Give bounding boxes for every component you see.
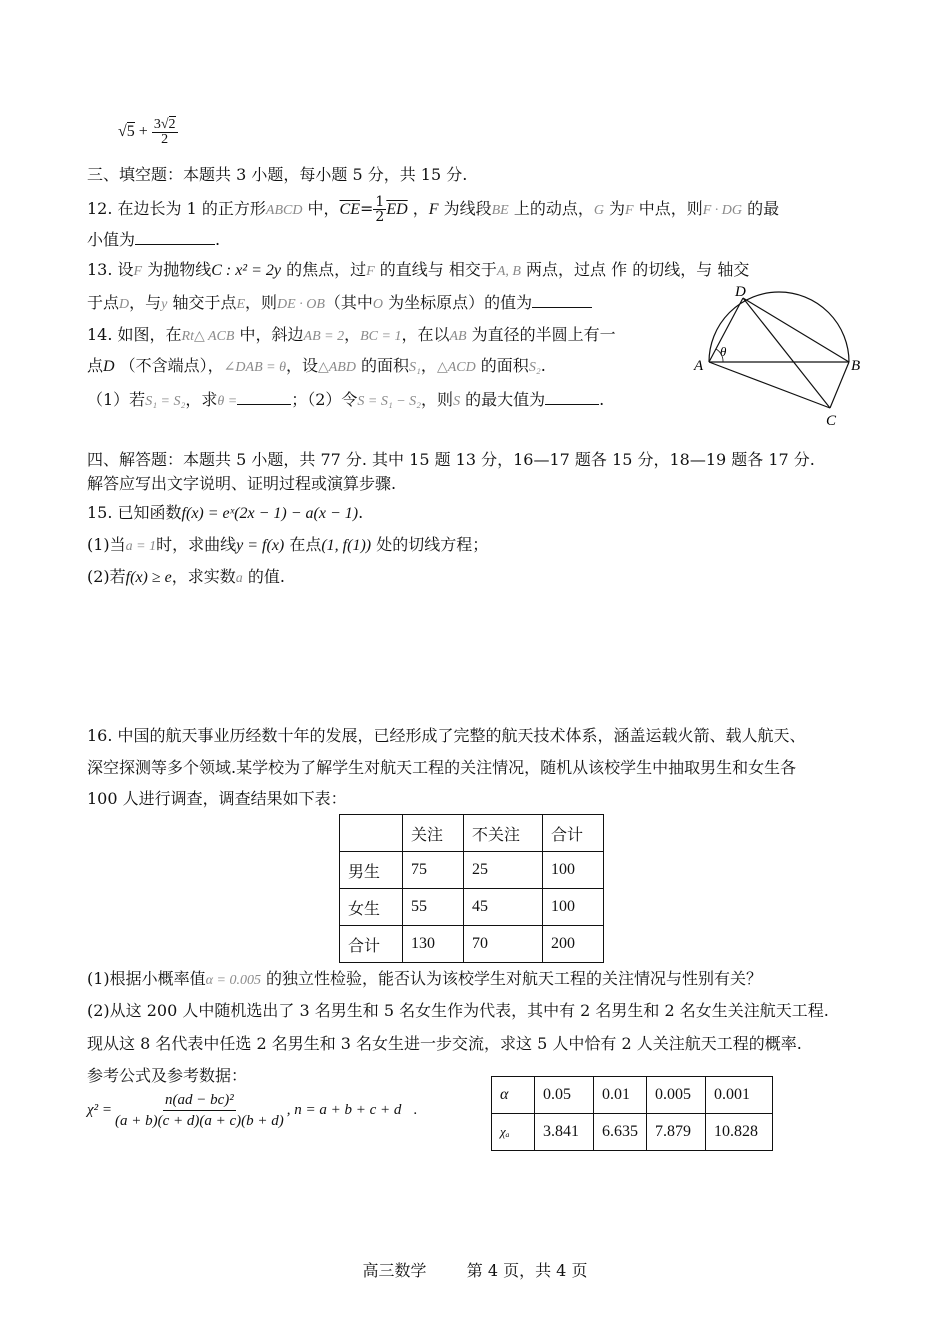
q14-line3: （1）若S₁ = S₂，求θ = ；（2）令S = S₁ − S₂，则S 的最大值为 .: [87, 390, 605, 409]
answer-blank: [135, 228, 215, 245]
answer-blank: [545, 388, 599, 405]
fraction: $\frac{3√2}{2}$: [153, 117, 176, 147]
answer-blank: [532, 291, 592, 308]
label-D: D: [735, 284, 746, 300]
table-row: α 0.05 0.01 0.005 0.001: [492, 1077, 773, 1114]
q13-line2: 于点D，与y 轴交于点E，则DE · OB（其中O 为坐标原点）的值为: [87, 291, 592, 316]
table-row: 男生 75 25 100: [340, 852, 604, 889]
q16-ref-label: 参考公式及参考数据：: [87, 1066, 248, 1085]
chi-square-formula: χ² = $\frac{\text{n(ad − bc)²}}{(a + b)(c + d)(a + c)(b + d)}$ , n = a + b + c + d .: [87, 1092, 418, 1129]
plus-sign: +: [138, 123, 148, 141]
label-A: A: [694, 358, 704, 374]
q16-part2b: 现从这 8 名代表中任选 2 名男生和 3 名女生进一步交流，求这 5 人中恰有 2 人关注航天工程的概率.: [87, 1034, 802, 1053]
footer-subject: 高三数学: [362, 1261, 427, 1280]
footer-page: 第 4 页，共 4 页: [466, 1261, 588, 1280]
q14-line2: 点D （不含端点），∠DAB = θ，设△ABD 的面积S₁，△ACD 的面积S₂.: [87, 356, 546, 375]
q12-line1: 12. 在边长为 1 的正方形ABCD 中，$\overline{CE}=$ $\frac{1}{2}$ $\overline{ED}$ ，F 为线段BE 上的动点，G 为F 中点，则F · DG 的最: [87, 194, 780, 225]
chi-square-ref-table: [491, 1076, 773, 1151]
top-expression: [118, 118, 178, 147]
q15-line3: (2)若f(x) ≥ e，求实数a 的值.: [87, 567, 285, 586]
sqrt-radicand: 5: [126, 123, 135, 141]
table-row: χₐ 3.841 6.635 7.879 10.828: [492, 1114, 773, 1151]
answer-blank: [237, 388, 291, 405]
sqrt-sign: √: [118, 123, 127, 141]
q12-line2: 小值为 .: [87, 230, 221, 249]
section3-header: 三、填空题：本题共 3 小题，每小题 5 分，共 15 分.: [87, 165, 468, 184]
section4-line1: 四、解答题：本题共 5 小题，共 77 分. 其中 15 题 13 分，16—17 题各 15 分，18—19 题各 17 分.: [87, 450, 815, 469]
q13-line1: 13. 设F 为抛物线C : x² = 2y 的焦点，过F 的直线与 相交于A, B 两点，过点 作 的切线，与 轴交: [87, 260, 750, 279]
q16-line1: 16. 中国的航天事业历经数十年的发展，已经形成了完整的航天技术体系，涵盖运载火箭、载人航天、: [87, 726, 806, 745]
q15-line2: (1)当a = 1时，求曲线y = f(x) 在点(1, f(1)) 处的切线方程；: [87, 535, 489, 554]
q16-line2: 深空探测等多个领域.某学校为了解学生对航天工程的关注情况，随机从该校学生中抽取男生和女生各: [87, 758, 797, 777]
section4-line2: 解答应写出文字说明、证明过程或演算步骤.: [87, 474, 397, 493]
table-row: 合计 130 70 200: [340, 926, 604, 963]
label-C: C: [826, 413, 837, 429]
semicircle-figure: [690, 282, 870, 430]
q15-line1: 15. 已知函数f(x) = eˣ(2x − 1) − a(x − 1).: [87, 503, 364, 522]
page-footer: [0, 1258, 950, 1281]
frac-half: $\frac{1}{2}$: [375, 194, 385, 225]
table-row: 关注 不关注 合计: [340, 815, 604, 852]
survey-table: [339, 814, 604, 963]
q16-part2a: (2)从这 200 人中随机选出了 3 名男生和 5 名女生作为代表，其中有 2 名男生和 2 名女生关注航天工程.: [87, 1001, 829, 1020]
q16-part1: (1)根据小概率值α = 0.005 的独立性检验，能否认为该校学生对航天工程的关注情况与性别有关？: [87, 969, 763, 988]
label-B: B: [851, 358, 861, 374]
label-theta: θ: [720, 344, 727, 359]
q14-line1: 14. 如图，在Rt△ ACB 中，斜边AB = 2，BC = 1，在以AB 为直径的半圆上有一: [87, 325, 616, 344]
table-row: 女生 55 45 100: [340, 889, 604, 926]
q16-line3: 100 人进行调查，调查结果如下表：: [87, 789, 347, 808]
